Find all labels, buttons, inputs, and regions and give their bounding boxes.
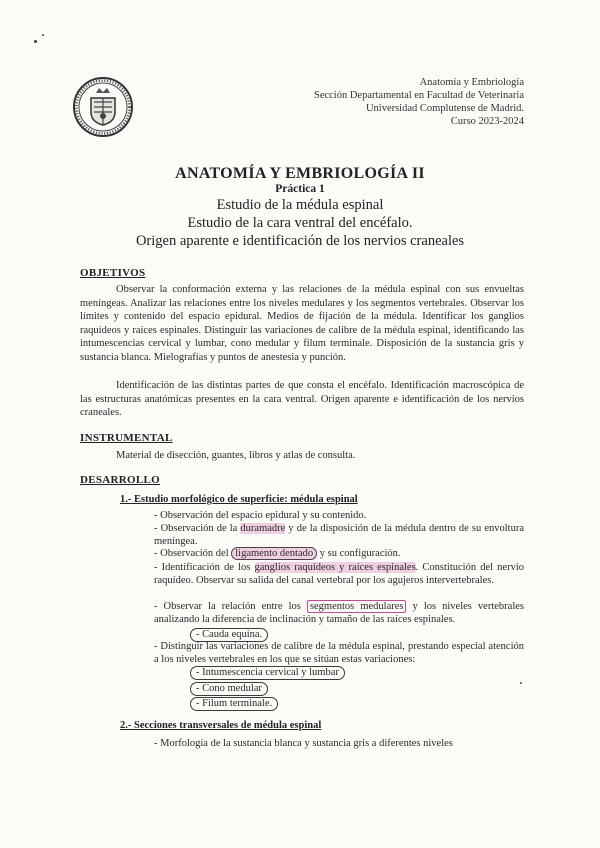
list-item <box>154 522 524 548</box>
highlighted-term: ligamento dentado <box>231 547 317 560</box>
item-text: - Observación del <box>154 548 232 559</box>
item-text: - Identificación de los <box>154 562 255 573</box>
scan-speck <box>34 40 37 43</box>
scan-speck <box>520 682 522 684</box>
desarrollo-heading: DESARROLLO <box>80 474 161 486</box>
scan-speck <box>42 34 44 36</box>
institution-line: Universidad Complutense de Madrid. <box>365 103 524 114</box>
instrumental-paragraph <box>80 449 524 463</box>
section-title-text: Estudio morfológico de superficie: médula espinal <box>134 494 358 505</box>
objetivos-text: Identificación de las distintas partes de que consta el encéfalo. Identificación macroscópica de las estructuras anatómicas presentes en la cara ventral. Origen aparente e identificación de los nervios craneales. <box>80 380 524 419</box>
objetivos-text: Observar la conformación externa y las relaciones de la médula espinal con sus envueltas meníngeas. Analizar las relaciones entre los niveles medulares y los segmentos vertebrales. Observar los límites y contenido del espacio epidural. Medios de fijación de la médula. Identificar los ganglios raquídeos y raíces espinales. Distinguir las variaciones de calibre de la médula espinal, identificando las intumescencias cervical y lumbar, cono medular y filum terminale. Disposición de la sustancia gris y sustancia blanca. Mielografías y puntos de anestesia y punción. <box>80 284 524 363</box>
list-item: - Observación del espacio epidural y su contenido. <box>154 510 367 521</box>
item-text: - Observar la relación entre los <box>154 601 307 612</box>
section-1-title <box>120 494 358 505</box>
circled-item: - Intumescencia cervical y lumbar <box>190 666 345 680</box>
document-title: ANATOMÍA Y EMBRIOLOGÍA II <box>175 165 425 182</box>
institution-line: Anatomía y Embriología <box>419 77 524 88</box>
section-title-text: Secciones transversales de médula espinal <box>134 720 322 731</box>
subtitle-line: Estudio de la médula espinal <box>216 197 384 213</box>
section-number: 1.- <box>120 494 132 505</box>
circled-item: - Cono medular <box>190 682 268 696</box>
objetivos-paragraph <box>80 379 524 420</box>
item-text: y los niveles vertebrales analizando la diferencia de inclinación y tamaño de las raíces espinales. <box>154 601 524 625</box>
boxed-term: segmentos medulares <box>307 600 407 613</box>
practice-number: Práctica 1 <box>275 183 325 195</box>
objetivos-paragraph <box>80 283 524 365</box>
item-text: y de la disposición de la médula dentro de su envoltura meníngea. <box>154 523 524 547</box>
highlighted-term: ganglios raquídeos y raíces espinales <box>254 562 416 573</box>
item-text: y su configuración. <box>317 548 401 559</box>
institution-line: Sección Departamental en Facultad de Veterinaria <box>313 90 524 101</box>
list-item <box>154 561 524 587</box>
subtitle-line: Origen aparente e identificación de los nervios craneales <box>135 233 465 249</box>
instrumental-heading: INSTRUMENTAL <box>80 432 173 444</box>
list-item <box>154 547 524 560</box>
item-text: - Observación de la <box>154 523 241 534</box>
section-2-title <box>120 720 321 731</box>
university-seal-icon <box>72 76 134 138</box>
circled-item: - Cauda equina. <box>190 628 268 642</box>
objetivos-heading: OBJETIVOS <box>80 267 146 279</box>
instrumental-text: Material de disección, guantes, libros y atlas de consulta. <box>116 450 356 461</box>
item-text: . Constitución del nervio raquídeo. Observar su salida del canal vertebral por los agujeros intervertebrales. <box>154 562 524 586</box>
list-item: - Morfología de la sustancia blanca y sustancia gris a diferentes niveles <box>154 738 453 749</box>
section-number: 2.- <box>120 720 132 731</box>
list-item: - Distinguir las variaciones de calibre de la médula espinal, prestando especial atención a los niveles vertebrales en los que se sitúan estas variaciones: <box>154 641 524 665</box>
subtitle-line: Estudio de la cara ventral del encéfalo. <box>187 215 413 231</box>
institution-header <box>224 76 524 128</box>
institution-line: Curso 2023-2024 <box>450 116 524 127</box>
highlighted-term: duramadre <box>240 523 286 534</box>
circled-item: - Filum terminale. <box>190 697 278 711</box>
list-item <box>154 600 524 626</box>
